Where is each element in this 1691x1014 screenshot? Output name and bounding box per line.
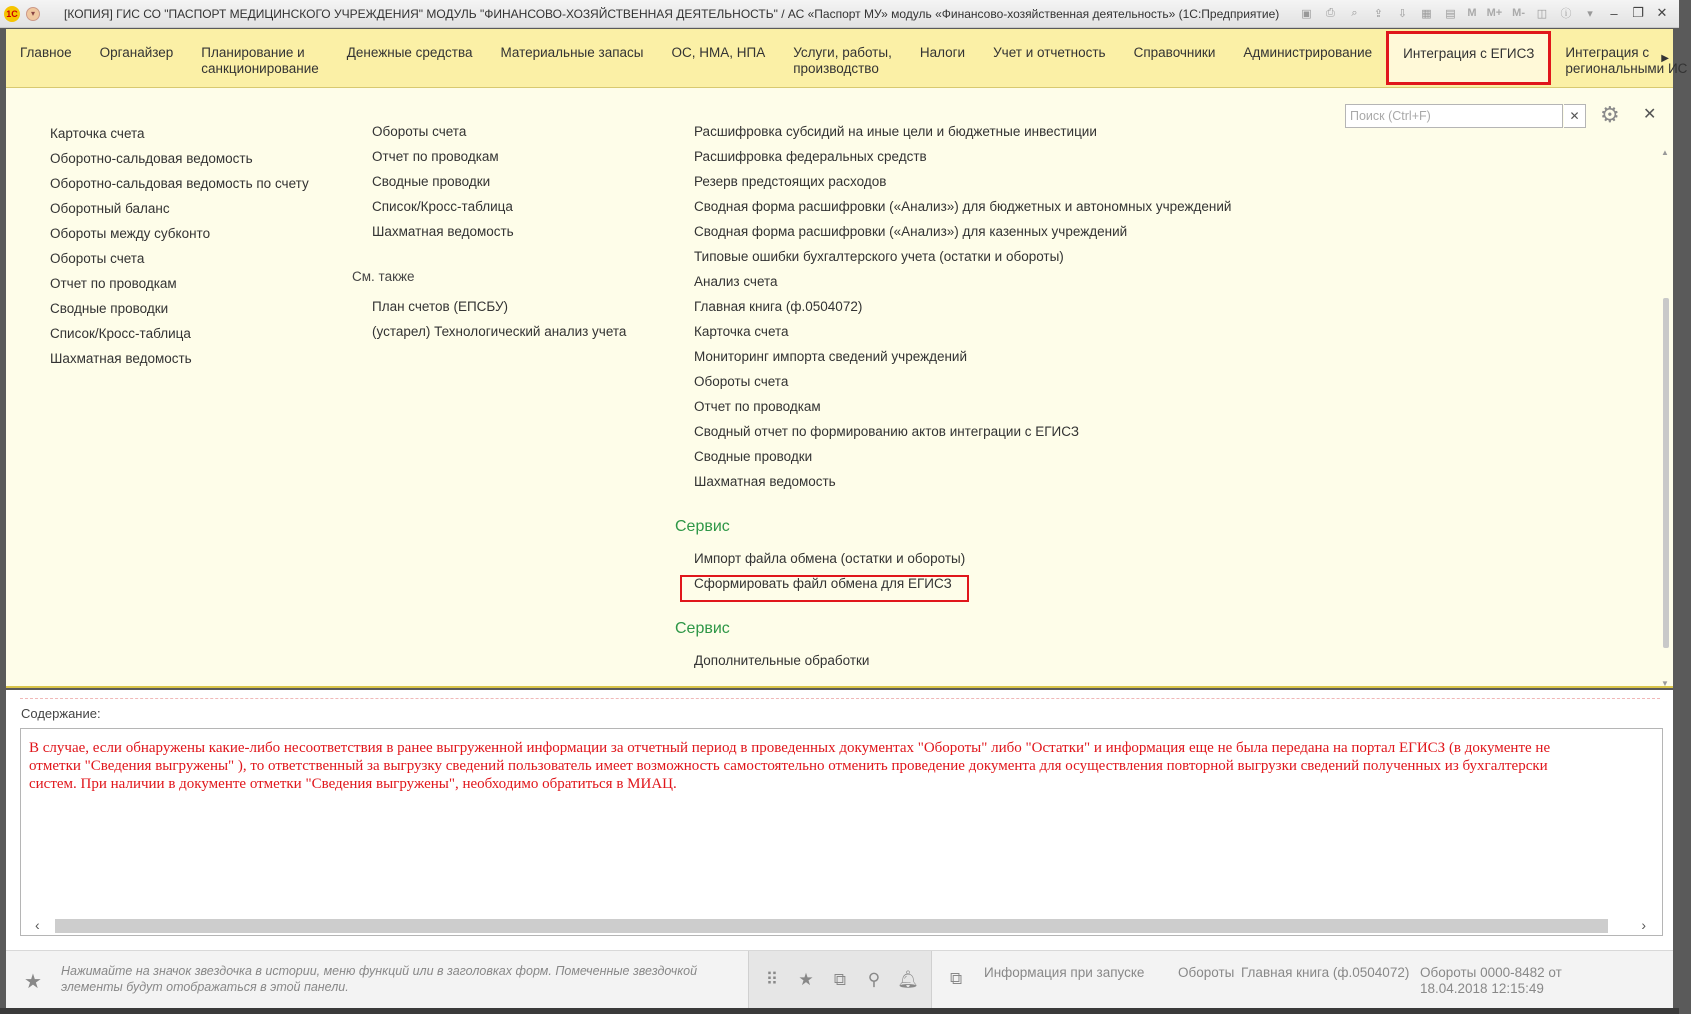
menu-item[interactable]: Отчет по проводкам <box>694 399 821 414</box>
calc-icon[interactable]: ▤ <box>1445 7 1456 20</box>
panels-icon[interactable]: ◫ <box>1536 7 1548 20</box>
section-taxes[interactable]: Налоги <box>919 45 966 60</box>
menu-item[interactable]: Дополнительные обработки <box>694 653 870 668</box>
scroll-thumb[interactable] <box>55 919 1608 933</box>
star-icon[interactable]: ★ <box>24 971 42 993</box>
section-money[interactable]: Денежные средства <box>346 45 473 60</box>
window-title: [КОПИЯ] ГИС СО "ПАСПОРТ МЕДИЦИНСКОГО УЧРЕЖДЕНИЯ" МОДУЛЬ "ФИНАНСОВО-ХОЗЯЙСТВЕННАЯ ДЕЯТЕЛЬНОСТЬ" / АС «Паспорт МУ» модуль «Финансово-хозяйственная деятельность» (1С:Предприятие) <box>64 6 1280 21</box>
menu-item[interactable]: Список/Кросс-таблица <box>50 326 191 341</box>
screen-edge <box>0 1008 1679 1014</box>
tools-panel <box>748 951 932 1009</box>
scroll-up-icon[interactable]: ▲ <box>1661 148 1669 157</box>
section-fixed-assets[interactable]: ОС, НМА, НПА <box>671 45 766 60</box>
menu-item[interactable]: Обороты счета <box>50 251 145 266</box>
menu-item[interactable]: Обороты между субконто <box>50 226 211 241</box>
history-item[interactable]: Обороты <box>1178 965 1235 980</box>
menu-item[interactable]: Список/Кросс-таблица <box>372 199 513 214</box>
memory-m-button[interactable]: M <box>1467 7 1477 19</box>
close-icon[interactable]: ✕ <box>1643 106 1657 123</box>
menu-item[interactable]: Анализ счета <box>694 274 778 289</box>
main-menu-dropdown-icon[interactable]: ▾ <box>26 7 40 21</box>
grid-icon[interactable]: ⠿ <box>765 970 779 989</box>
search-icon[interactable]: ⚲ <box>867 970 881 989</box>
section-references[interactable]: Справочники <box>1133 45 1216 60</box>
section-services[interactable]: Услуги, работы, производство <box>793 45 892 76</box>
chevron-right-icon[interactable]: ▶ <box>1661 53 1669 64</box>
section-accounting[interactable]: Учет и отчетность <box>993 45 1106 60</box>
menu-item[interactable]: Отчет по проводкам <box>372 149 499 164</box>
section-materials[interactable]: Материальные запасы <box>500 45 644 60</box>
print-icon[interactable]: ⎙ <box>1326 6 1335 19</box>
menu-item[interactable]: Сводная форма расшифровки («Анализ») для бюджетных и автономных учреждений <box>694 199 1232 214</box>
section-egisz-integration[interactable]: Интеграция с ЕГИСЗ <box>1386 31 1551 85</box>
menu-item-form-egisz-file[interactable]: Сформировать файл обмена для ЕГИСЗ <box>694 576 952 591</box>
chevron-down-icon[interactable]: ▾ <box>1587 7 1593 20</box>
close-button[interactable]: ✕ <box>1656 5 1668 20</box>
menu-item[interactable]: Импорт файла обмена (остатки и обороты) <box>694 551 966 566</box>
download-icon[interactable]: ⇩ <box>1397 7 1408 20</box>
search-clear-icon[interactable]: ✕ <box>1564 104 1586 128</box>
sections-panel <box>6 29 1688 88</box>
menu-item[interactable]: Оборотно-сальдовая ведомость по счету <box>50 176 309 191</box>
menu-item[interactable]: Сводный отчет по формированию актов интеграции с ЕГИСЗ <box>694 424 1080 439</box>
menu-item[interactable]: Сводные проводки <box>694 449 813 464</box>
scroll-down-icon[interactable]: ▼ <box>1661 679 1669 688</box>
divider <box>20 698 1660 699</box>
bell-icon[interactable]: 🔔︎ <box>897 970 919 989</box>
history-item[interactable]: Обороты 0000-8482 от 18.04.2018 12:15:49 <box>1420 965 1562 996</box>
horizontal-scrollbar[interactable] <box>21 917 1662 935</box>
section-organizer[interactable]: Органайзер <box>99 45 174 60</box>
menu-item[interactable]: Расшифровка субсидий на иные цели и бюджетные инвестиции <box>694 124 1097 139</box>
scroll-thumb[interactable] <box>1663 298 1669 648</box>
window-titlebar <box>0 0 1679 28</box>
menu-item[interactable]: Шахматная ведомость <box>694 474 836 489</box>
history-item[interactable]: Главная книга (ф.0504072) <box>1241 965 1410 980</box>
content-text: В случае, если обнаружены какие-либо несоответствия в ранее выгруженной информации за отчетный период в проведенных документах "Обороты" либо "Остатки" и информация еще не была передана на портал ЕГИСЗ (в документе не отметки "Сведения выгружены" ), то ответственный за выгрузку сведений пользователь имеет возможность самостоятельно отменить проведение документа для осуществления повторной выгрузки сведений полученных из бухгалтерски систем. При наличии в документе отметки "Сведения выгружены", необходимо обратиться в МИАЦ. <box>29 740 1551 792</box>
menu-item[interactable]: Мониторинг импорта сведений учреждений <box>694 349 968 364</box>
menu-item[interactable]: Сводные проводки <box>372 174 491 189</box>
function-menu <box>6 88 1673 688</box>
section-planning[interactable]: Планирование и санкционирование <box>201 45 319 76</box>
memory-plus-button[interactable]: M+ <box>1486 7 1503 19</box>
title-toolbar <box>1297 4 1671 22</box>
menu-scrollbar[interactable] <box>1661 148 1671 688</box>
history-icon: ⧉ <box>950 969 963 988</box>
menu-item[interactable]: Резерв предстоящих расходов <box>694 174 887 189</box>
upload-icon[interactable]: ⇪ <box>1373 7 1384 20</box>
preview-icon[interactable]: ⌕ <box>1351 6 1358 19</box>
menu-item[interactable]: Обороты счета <box>694 374 789 389</box>
section-administration[interactable]: Администрирование <box>1243 45 1373 60</box>
content-label: Содержание: <box>21 706 101 721</box>
chevron-left-icon[interactable]: ‹ <box>35 917 40 933</box>
menu-item[interactable]: Расшифровка федеральных средств <box>694 149 927 164</box>
restore-button[interactable]: ❐ <box>1632 5 1644 20</box>
info-icon[interactable]: ⓘ <box>1560 8 1572 20</box>
history-item[interactable]: Информация при запуске <box>984 965 1145 980</box>
star-icon[interactable]: ★ <box>798 970 814 989</box>
menu-item[interactable]: Карточка счета <box>50 126 145 141</box>
calendar-icon[interactable]: ▦ <box>1421 7 1432 20</box>
menu-item[interactable]: План счетов (ЕПСБУ) <box>372 299 509 314</box>
menu-item[interactable]: Обороты счета <box>372 124 467 139</box>
chevron-right-icon[interactable]: › <box>1641 917 1646 933</box>
section-regional-integration[interactable]: Интеграция с региональными ИС <box>1565 45 1688 76</box>
content-area <box>6 690 1673 950</box>
menu-item[interactable]: Сводные проводки <box>50 301 169 316</box>
menu-item[interactable]: Главная книга (ф.0504072) <box>694 299 863 314</box>
menu-search-input[interactable]: Поиск (Ctrl+F) <box>1345 104 1563 128</box>
menu-item[interactable]: Оборотно-сальдовая ведомость <box>50 151 253 166</box>
gear-icon[interactable]: ⚙ <box>1600 102 1620 127</box>
group-title-service: Сервис <box>675 620 730 637</box>
menu-item[interactable]: Типовые ошибки бухгалтерского учета (остатки и обороты) <box>694 249 1064 264</box>
menu-item[interactable]: Сводная форма расшифровки («Анализ») для казенных учреждений <box>694 224 1128 239</box>
see-also-label: См. также <box>352 269 415 284</box>
group-title-service: Сервис <box>675 518 730 535</box>
minimize-button[interactable]: – <box>1610 5 1618 21</box>
save-icon[interactable]: ▣ <box>1301 7 1312 20</box>
content-text-field[interactable] <box>20 728 1663 936</box>
history-icon[interactable]: ⧉ <box>833 970 847 989</box>
menu-item[interactable]: (устарел) Технологический анализ учета <box>372 324 627 339</box>
menu-item[interactable]: Шахматная ведомость <box>372 224 514 239</box>
bottom-panel <box>6 950 1673 1008</box>
memory-minus-button[interactable]: M- <box>1512 7 1525 19</box>
menu-item[interactable]: Оборотный баланс <box>50 201 170 216</box>
menu-item[interactable]: Карточка счета <box>694 324 789 339</box>
menu-item[interactable]: Шахматная ведомость <box>50 351 192 366</box>
section-main[interactable]: Главное <box>20 45 72 60</box>
menu-item[interactable]: Отчет по проводкам <box>50 276 177 291</box>
app-logo-icon[interactable]: 1С <box>4 6 20 22</box>
favorites-hint: Нажимайте на значок звездочка в истории, меню функций или в заголовках форм. Помеченные звездочкой элементы будут отображаться в этой панели. <box>61 964 698 994</box>
